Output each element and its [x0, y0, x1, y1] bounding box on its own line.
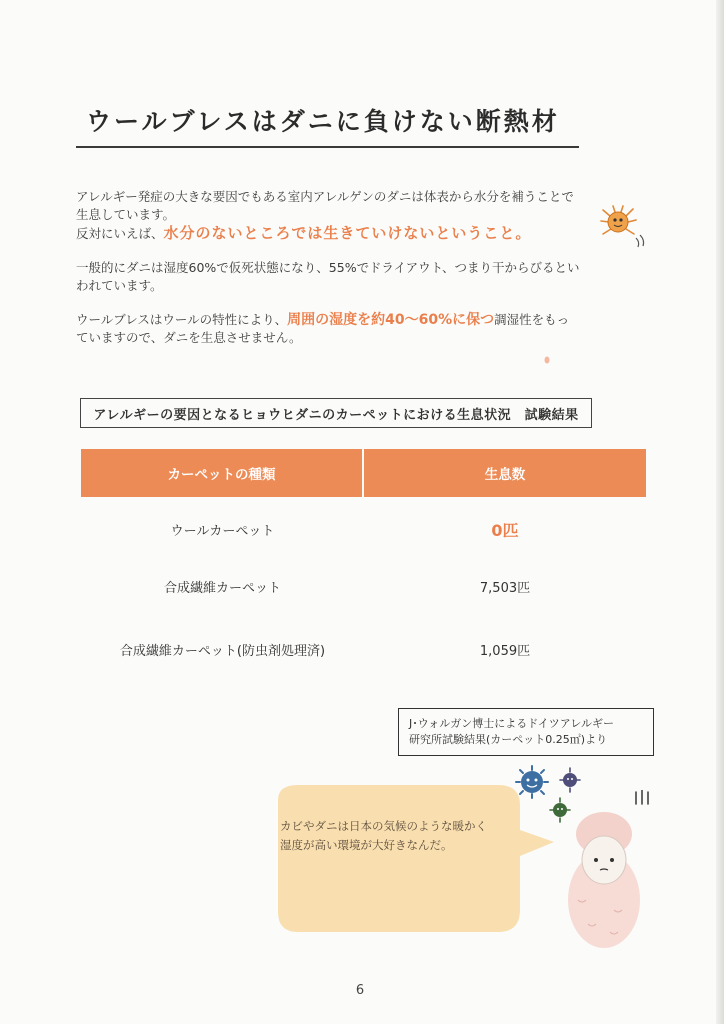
carpet-type: 合成繊維カーペット: [163, 581, 281, 596]
intro-line: 生息しています。: [76, 207, 176, 222]
intro-prefix: ウールブレスはウールの特性により、: [76, 312, 288, 327]
speech-text: [280, 817, 530, 855]
speech-line: 湿度が高い環境が大好きなんだ。: [280, 838, 453, 852]
page-number: 6: [355, 983, 365, 998]
mite-icon: [600, 204, 646, 252]
title-underline: [76, 146, 579, 148]
header-carpet-type: カーペットの種類: [81, 449, 362, 497]
table-header: [81, 449, 646, 497]
intro-suffix: 調湿性をもっ: [494, 312, 570, 327]
table-row: [81, 577, 646, 596]
intro-line: 一般的にダニは湿度60%で仮死状態になり、55%でドライアウト、つまり干からびるとい: [76, 260, 580, 275]
carpet-type: 合成繊維カーペット(防虫剤処理済): [119, 644, 326, 659]
page-title: ウールブレスはダニに負けない断熱材: [86, 107, 560, 136]
mite-count: 1,059匹: [479, 644, 531, 659]
intro-line: われています。: [76, 278, 163, 293]
table-row: [81, 518, 646, 541]
page-edge: [716, 0, 724, 1024]
carpet-type: ウールカーペット: [170, 524, 275, 539]
intro-line: [76, 311, 656, 329]
intro-line: アレルギー発症の大きな要因でもある室内アレルゲンのダニは体表から水分を補うことで: [76, 189, 574, 204]
humidity-highlight: 周囲の湿度を約40〜60%に保つ: [287, 312, 495, 328]
intro-text: [76, 188, 656, 347]
intro-highlight: 水分のないところでは生きていけないということ。: [163, 224, 532, 242]
source-note: [398, 708, 654, 756]
intro-line: [76, 224, 656, 243]
table-row: [81, 640, 646, 659]
source-line: 研究所試験結果(カーペット0.25㎡)より: [409, 733, 608, 746]
source-line: J･ウォルガン博士によるドイツアレルギー: [409, 717, 615, 730]
study-title: アレルギーの要因となるヒョウヒダニのカーペットにおける生息状況 試験結果: [80, 398, 592, 428]
mite-count: 7,503匹: [479, 581, 531, 596]
header-count: 生息数: [364, 449, 646, 497]
decorative-dot: [544, 356, 550, 364]
intro-prefix: 反対にいえば、: [76, 226, 164, 241]
mite-count: 0匹: [491, 521, 519, 540]
sheep-illustration: [564, 790, 654, 950]
intro-line: ていますので、ダニを生息させません。: [76, 330, 302, 345]
speech-line: カビやダニは日本の気候のような暖かく: [280, 819, 487, 833]
